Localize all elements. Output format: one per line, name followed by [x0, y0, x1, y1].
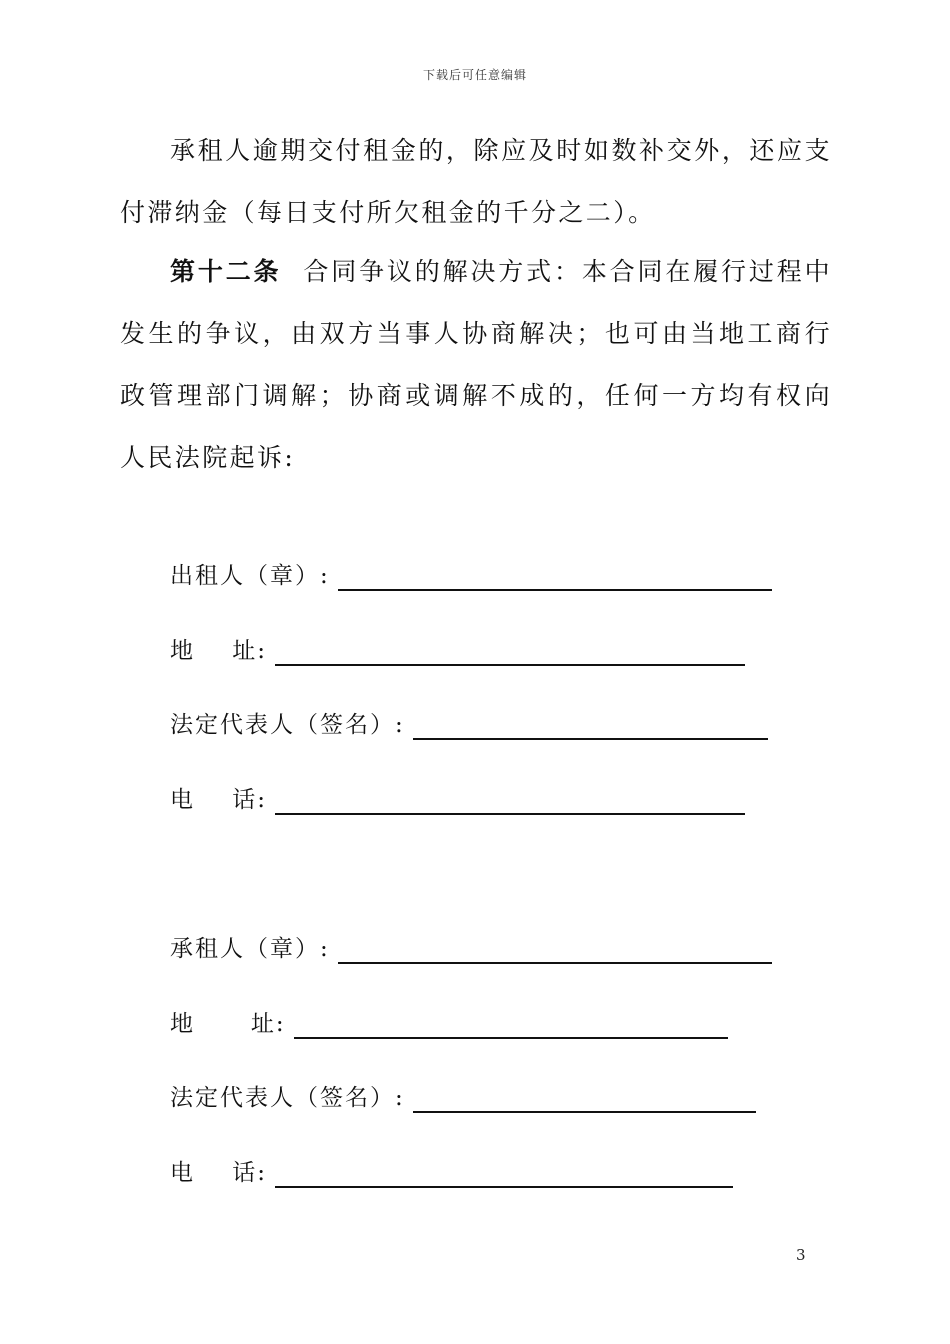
lessor-phone-row: [170, 781, 745, 815]
lessor-address-label: 地 址:: [170, 638, 267, 664]
article-12-paragraph: [120, 241, 832, 489]
lessor-address-line[interactable]: [275, 642, 745, 666]
lessor-phone-line[interactable]: [275, 791, 745, 815]
lessor-phone-label: 电 话:: [170, 787, 267, 813]
header-note: 下载后可任意编辑: [422, 68, 527, 82]
lessee-phone-row: [170, 1154, 733, 1188]
lessee-rep-row: [170, 1079, 756, 1113]
lessor-name-row: [170, 557, 772, 591]
lessee-address-label: 地 址:: [170, 1011, 286, 1037]
lessee-rep-label: 法定代表人（签名）:: [170, 1085, 405, 1111]
lessee-address-line[interactable]: [294, 1015, 728, 1039]
lessee-phone-line[interactable]: [275, 1164, 733, 1188]
lessee-name-line[interactable]: [338, 940, 772, 964]
lessor-rep-label: 法定代表人（签名）:: [170, 712, 405, 738]
lessee-phone-label: 电 话:: [170, 1160, 267, 1186]
lessee-name-label: 承租人（章）:: [170, 936, 330, 962]
lessor-address-row: [170, 632, 745, 666]
page-number: 3: [796, 1246, 806, 1264]
lessor-rep-row: [170, 706, 768, 740]
lessor-name-line[interactable]: [338, 567, 772, 591]
lessee-rep-line[interactable]: [413, 1089, 756, 1113]
lessee-address-row: [170, 1005, 728, 1039]
lessee-name-row: [170, 930, 772, 964]
lessor-name-label: 出租人（章）:: [170, 563, 330, 589]
article-12-text: 合同争议的解决方式：本合同在履行过程中发生的争议，由双方当事人协商解决；也可由当地工商行政管理部门调解；协商或调解不成的，任何一方均有权向人民法院起诉:: [120, 257, 832, 472]
lessor-rep-line[interactable]: [413, 716, 768, 740]
article-12-label: 第十二条: [170, 257, 282, 286]
late-payment-paragraph: 承租人逾期交付租金的，除应及时如数补交外，还应支付滞纳金（每日支付所欠租金的千分之二）。: [120, 136, 832, 227]
